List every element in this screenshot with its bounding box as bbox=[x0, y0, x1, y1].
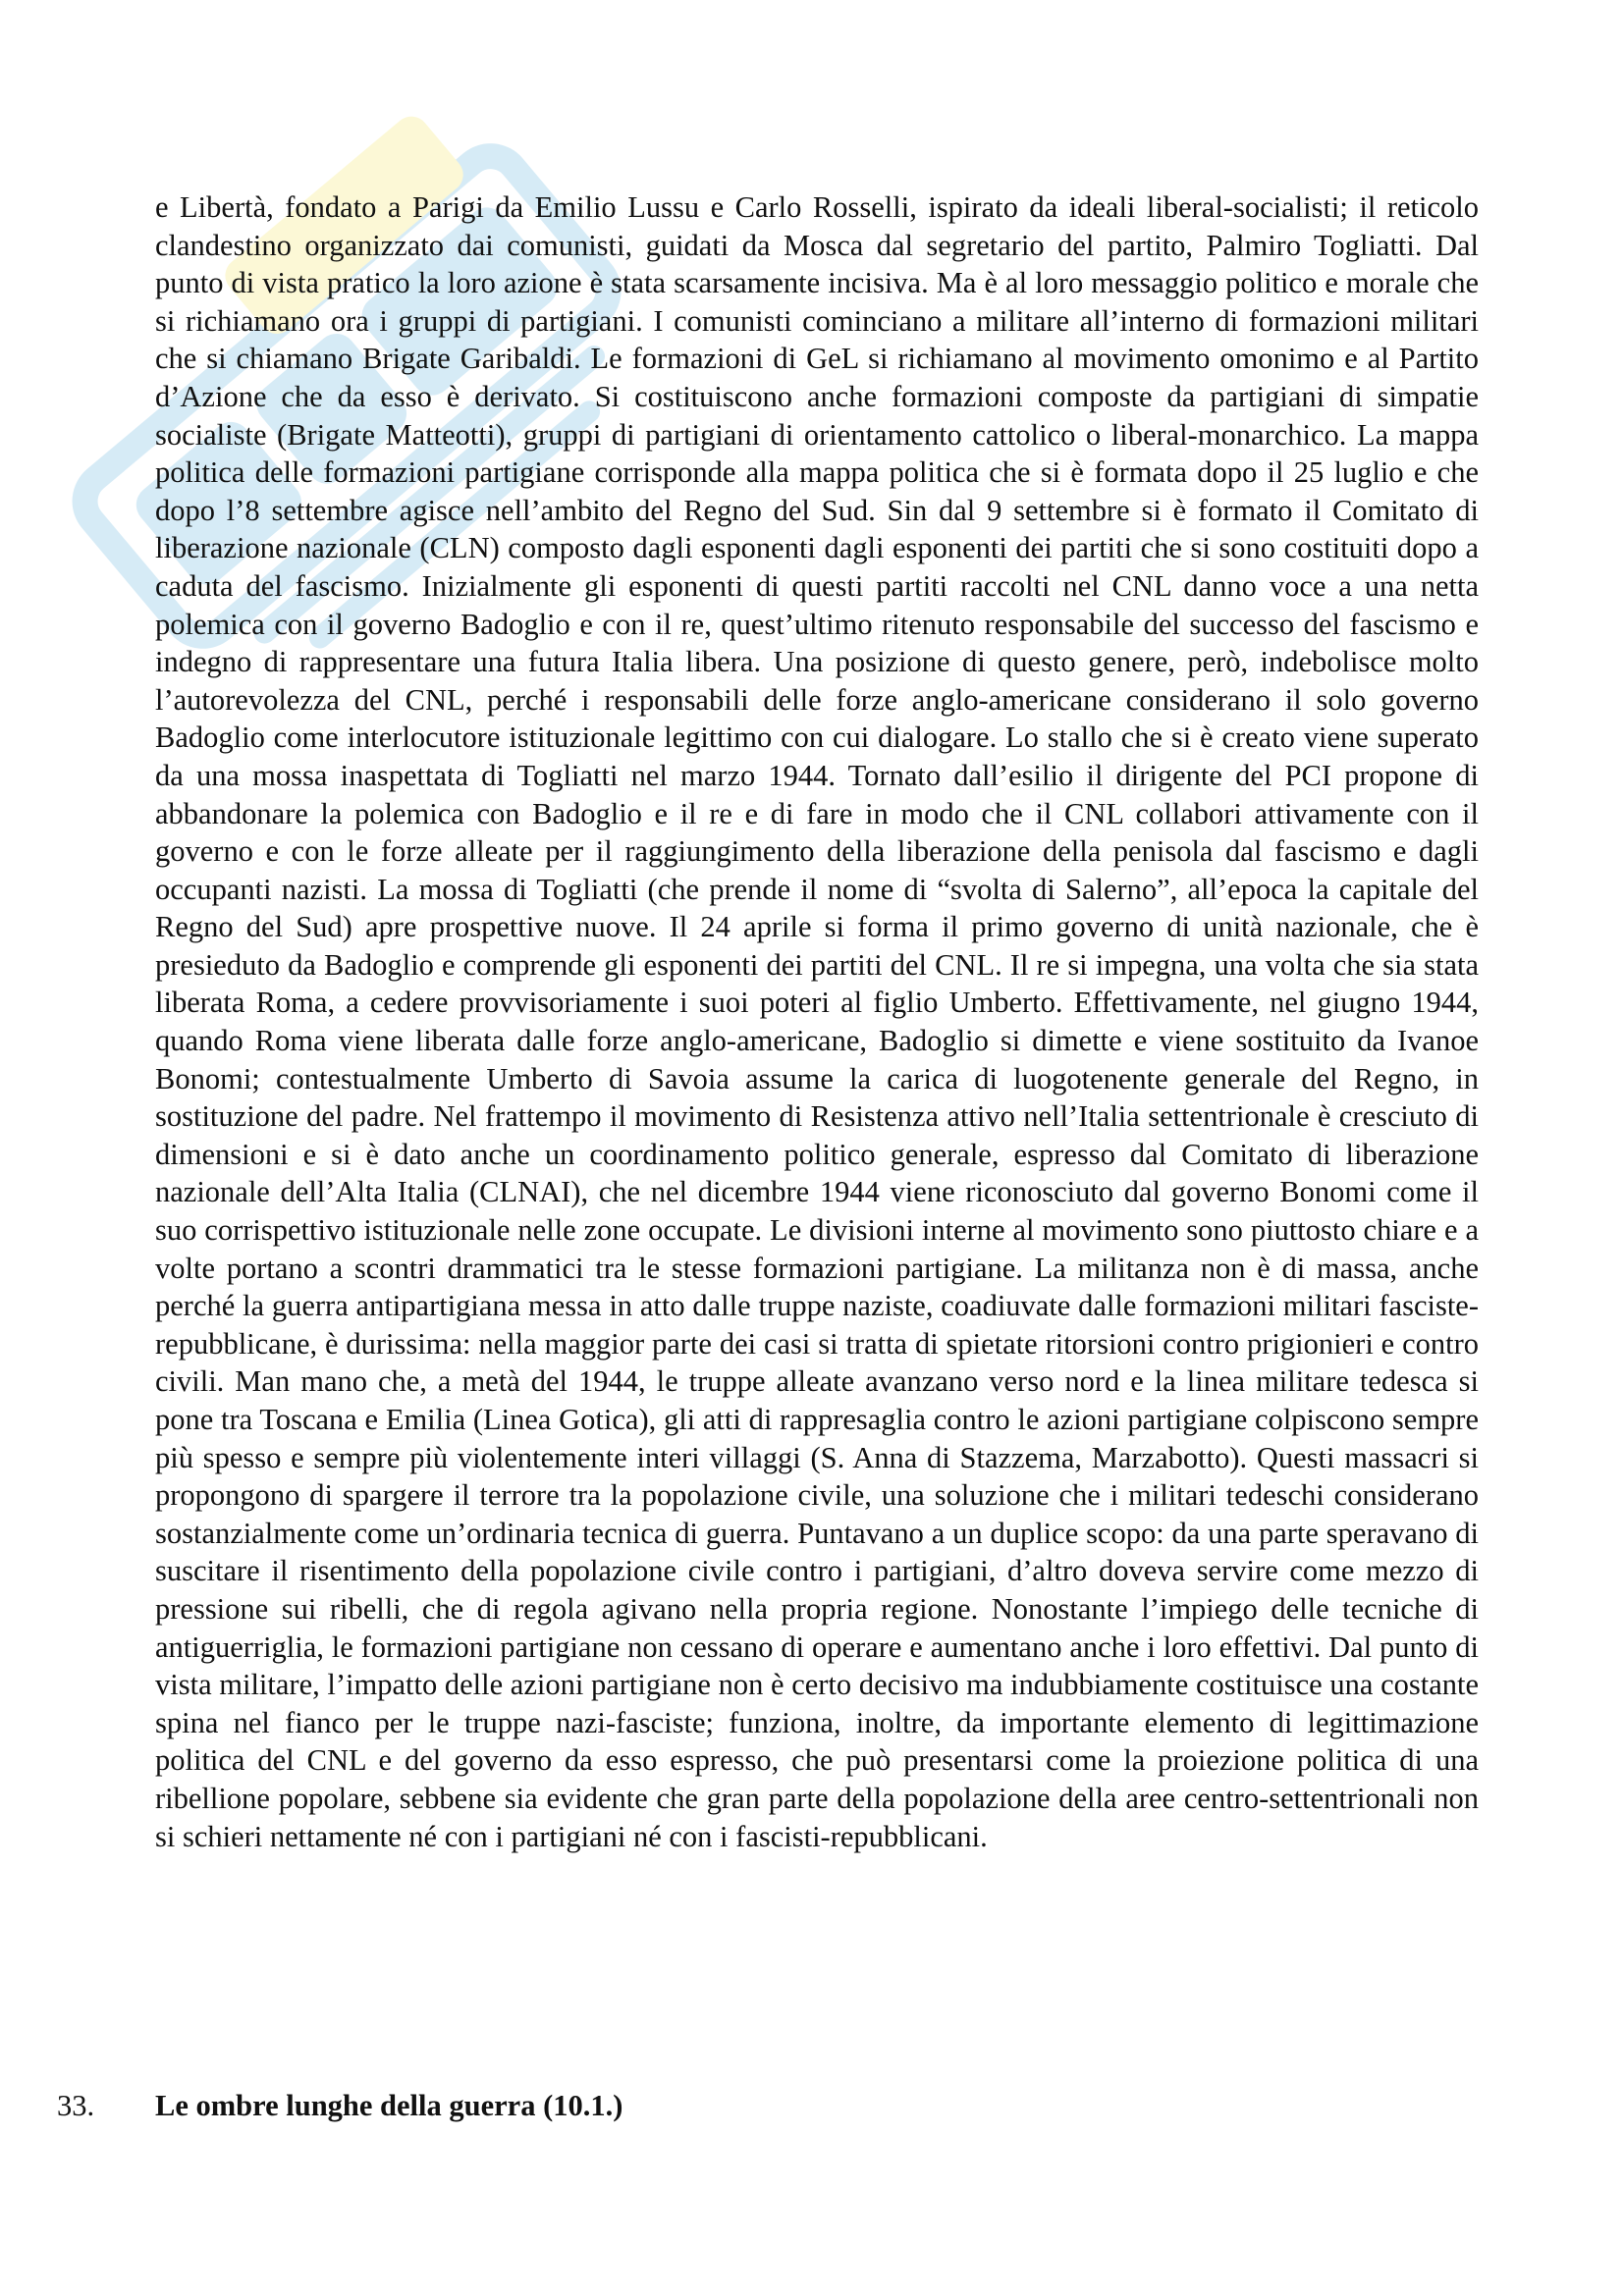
section-heading bbox=[57, 2087, 1481, 2124]
section-number: 33. bbox=[57, 2089, 95, 2122]
body-paragraph: e Libertà, fondato a Parigi da Emilio Lussu e Carlo Rosselli, ispirato da ideali liberal-socialisti; il reticolo clandestino organizzato dai comunisti, guidati da Mosca dal segretario del partito, Palmiro Togliatti. Dal punto di vista pratico la loro azione è stata scarsamente incisiva. Ma è al loro messaggio politico e morale che si richiamano ora i gruppi di partigiani. I comunisti cominciano a militare all’interno di formazioni militari che si chiamano Brigate Garibaldi. Le formazioni di GeL si richiamano al movimento omonimo e al Partito d’Azione che da esso è derivato. Si costituiscono anche formazioni composte da partigiani di simpatie socialiste (Brigate Matteotti), gruppi di partigiani di orientamento cattolico o liberal-monarchico. La mappa politica delle formazioni partigiane corrisponde alla mappa politica che si è formata dopo il 25 luglio e che dopo l’8 settembre agisce nell’ambito del Regno del Sud. Sin dal 9 settembre si è formato il Comitato di liberazione nazionale (CLN) composto dagli esponenti dagli esponenti dei partiti che si sono costituiti dopo a caduta del fascismo. Inizialmente gli esponenti di questi partiti raccolti nel CNL danno voce a una netta polemica con il governo Badoglio e con il re, quest’ultimo ritenuto responsabile del successo del fascismo e indegno di rappresentare una futura Italia libera. Una posizione di questo genere, però, indebolisce molto l’autorevolezza del CNL, perché i responsabili delle forze anglo-americane considerano il solo governo Badoglio come interlocutore istituzionale legittimo con cui dialogare. Lo stallo che si è creato viene superato da una mossa inaspettata di Togliatti nel marzo 1944. Tornato dall’esilio il dirigente del PCI propone di abbandonare la polemica con Badoglio e il re e di fare in modo che il CNL collabori attivamente con il governo e con le forze alleate per il raggiungimento della liberazione della penisola dal fascismo e dagli occupanti nazisti. La mossa di Togliatti (che prende il nome di “svolta di Salerno”, all’epoca la capitale del Regno del Sud) apre prospettive nuove. Il 24 aprile si forma il primo governo di unità nazionale, che è presieduto da Badoglio e comprende gli esponenti dei partiti del CNL. Il re si impegna, una volta che sia stata liberata Roma, a cedere provvisoriamente i suoi poteri al figlio Umberto. Effettivamente, nel giugno 1944, quando Roma viene liberata dalle forze anglo-americane, Badoglio si dimette e viene sostituito da Ivanoe Bonomi; contestualmente Umberto di Savoia assume la carica di luogotenente generale del Regno, in sostituzione del padre. Nel frattempo il movimento di Resistenza attivo nell’Italia settentrionale è cresciuto di dimensioni e si è dato anche un coordinamento politico generale, espresso dal Comitato di liberazione nazionale dell’Alta Italia (CLNAI), che nel dicembre 1944 viene riconosciuto dal governo Bonomi come il suo corrispettivo istituzionale nelle zone occupate. Le divisioni interne al movimento sono piuttosto chiare e a volte portano a scontri drammatici tra le stesse formazioni partigiane. La militanza non è di massa, anche perché la guerra antipartigiana messa in atto dalle truppe naziste, coadiuvate dalle formazioni militari fasciste-repubblicane, è durissima: nella maggior parte dei casi si tratta di spietate ritorsioni contro prigionieri e contro civili. Man mano che, a metà del 1944, le truppe alleate avanzano verso nord e la linea militare tedesca si pone tra Toscana e Emilia (Linea Gotica), gli atti di rappresaglia contro le azioni partigiane colpiscono sempre più spesso e sempre più violentemente interi villaggi (S. Anna di Stazzema, Marzabotto). Questi massacri si propongono di spargere il terrore tra la popolazione civile, una soluzione che i militari tedeschi considerano sostanzialmente come un’ordinaria tecnica di guerra. Puntavano a un duplice scopo: da una parte speravano di suscitare il risentimento della popolazione civile contro i partigiani, d’altro doveva servire come mezzo di pressione sui ribelli, che di regola agivano nella propria regione. Nonostante l’impiego delle tecniche di antiguerriglia, le formazioni partigiane non cessano di operare e aumentano anche i loro effettivi. Dal punto di vista militare, l’impatto delle azioni partigiane non è certo decisivo ma indubbiamente costituisce una costante spina nel fianco per le truppe nazi-fasciste; funziona, inoltre, da importante elemento di legittimazione politica del CNL e del governo da esso espresso, che può presentarsi come la proiezione politica di una ribellione popolare, sebbene sia evidente che gran parte della popolazione della aree centro-settentrionali non si schieri nettamente né con i partigiani né con i fascisti-repubblicani. bbox=[155, 190, 1479, 1853]
section-title: Le ombre lunghe della guerra (10.1.) bbox=[155, 2089, 623, 2122]
